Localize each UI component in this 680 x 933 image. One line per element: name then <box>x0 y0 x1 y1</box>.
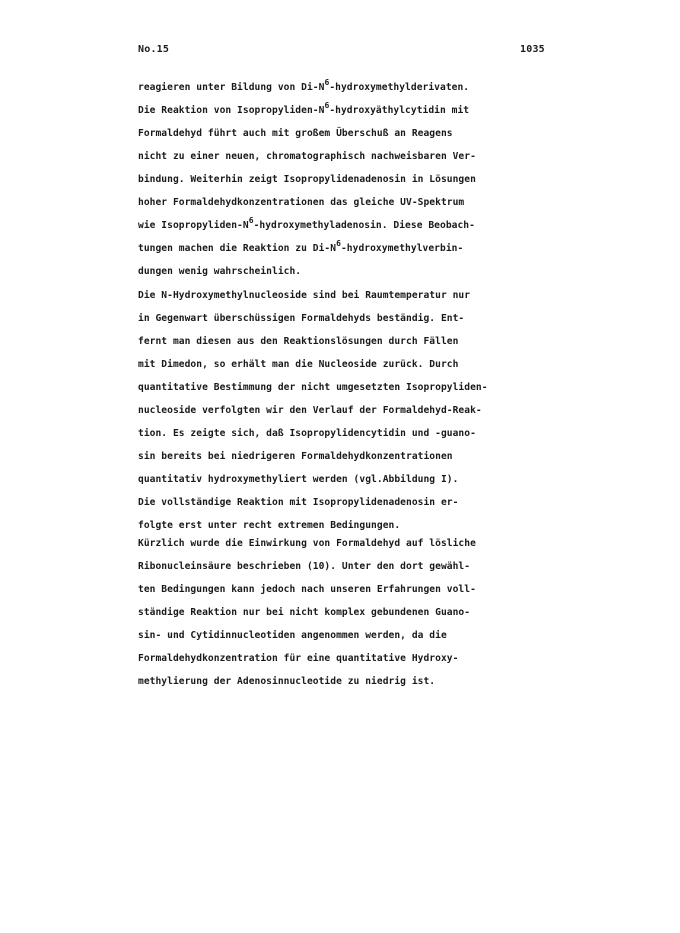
text-line <box>138 260 558 283</box>
text-segment: sin- und Cytidinnucleotiden angenommen werden, da die <box>138 630 447 641</box>
text-segment: quantitativ hydroxymethyliert werden (vgl.Abbildung I). <box>138 474 459 485</box>
text-line <box>138 122 558 145</box>
paragraph-1 <box>138 76 558 283</box>
text-segment: mit Dimedon, so erhält man die Nucleoside zurück. Durch <box>138 359 459 370</box>
text-line <box>138 237 558 260</box>
text-segment: Die N-Hydroxymethylnucleoside sind bei Raumtemperatur nur <box>138 290 471 301</box>
text-line <box>138 422 558 445</box>
text-line <box>138 624 558 647</box>
text-line <box>138 214 558 237</box>
text-line <box>138 99 558 122</box>
text-segment: bindung. Weiterhin zeigt Isopropylidenadenosin in Lösungen <box>138 174 476 185</box>
text-segment: fernt man diesen aus den Reaktionslösungen durch Fällen <box>138 336 459 347</box>
paragraph-3 <box>138 532 558 693</box>
text-segment: nucleoside verfolgten wir den Verlauf der Formaldehyd-Reak- <box>138 405 482 416</box>
paragraph-2 <box>138 284 558 537</box>
text-segment: in Gegenwart überschüssigen Formaldehyds beständig. Ent- <box>138 313 465 324</box>
text-segment: Kürzlich wurde die Einwirkung von Formaldehyd auf lösliche <box>138 538 476 549</box>
text-segment: quantitative Bestimmung der nicht umgesetzten Isopropyliden- <box>138 382 488 393</box>
text-line <box>138 647 558 670</box>
text-segment: folgte erst unter recht extremen Bedingungen. <box>138 520 401 531</box>
text-segment: wie Isopropyliden-N <box>138 220 249 231</box>
text-segment: dungen wenig wahrscheinlich. <box>138 266 302 277</box>
text-segment: tion. Es zeigte sich, daß Isopropylidencytidin und -guano- <box>138 428 476 439</box>
text-line <box>138 191 558 214</box>
text-line <box>138 330 558 353</box>
text-segment: tungen machen die Reaktion zu Di-N <box>138 243 337 254</box>
text-segment: nicht zu einer neuen, chromatographisch nachweisbaren Ver- <box>138 151 476 162</box>
text-segment: Formaldehyd führt auch mit großem Überschuß an Reagens <box>138 128 453 139</box>
text-line <box>138 376 558 399</box>
page-number: 1035 <box>520 44 545 55</box>
text-segment: -hydroxymethyladenosin. Diese Beobach- <box>253 220 475 231</box>
text-line <box>138 145 558 168</box>
text-line <box>138 76 558 99</box>
text-segment: methylierung der Adenosinnucleotide zu niedrig ist. <box>138 676 436 687</box>
text-segment: reagieren unter Bildung von Di-N <box>138 82 325 93</box>
text-line <box>138 168 558 191</box>
text-line <box>138 532 558 555</box>
text-segment: Ribonucleinsäure beschrieben (10). Unter den dort gewähl- <box>138 561 471 572</box>
issue-number: No.15 <box>138 44 170 55</box>
text-segment: ten Bedingungen kann jedoch nach unseren Erfahrungen voll- <box>138 584 476 595</box>
text-line <box>138 578 558 601</box>
superscript: 6 <box>324 101 330 110</box>
text-line <box>138 307 558 330</box>
text-line <box>138 491 558 514</box>
superscript: 6 <box>324 78 330 87</box>
text-segment: Die Reaktion von Isopropyliden-N <box>138 105 325 116</box>
text-segment: sin bereits bei niedrigeren Formaldehydkonzentrationen <box>138 451 453 462</box>
superscript: 6 <box>336 239 341 248</box>
text-line <box>138 284 558 307</box>
text-segment: -hydroxymethylderivaten. <box>329 82 470 93</box>
text-segment: hoher Formaldehydkonzentrationen das gleiche UV-Spektrum <box>138 197 465 208</box>
text-line <box>138 670 558 693</box>
text-line <box>138 353 558 376</box>
superscript: 6 <box>248 216 254 225</box>
text-segment: -hydroxymethylverbin- <box>340 243 464 254</box>
text-segment: Formaldehydkonzentration für eine quantitative Hydroxy- <box>138 653 459 664</box>
text-line <box>138 399 558 422</box>
text-line <box>138 445 558 468</box>
text-line <box>138 555 558 578</box>
text-segment: ständige Reaktion nur bei nicht komplex gebundenen Guano- <box>138 607 471 618</box>
text-segment: -hydroxyäthylcytidin mit <box>329 105 470 116</box>
text-line <box>138 601 558 624</box>
text-line <box>138 468 558 491</box>
text-segment: Die vollständige Reaktion mit Isopropylidenadenosin er- <box>138 497 459 508</box>
